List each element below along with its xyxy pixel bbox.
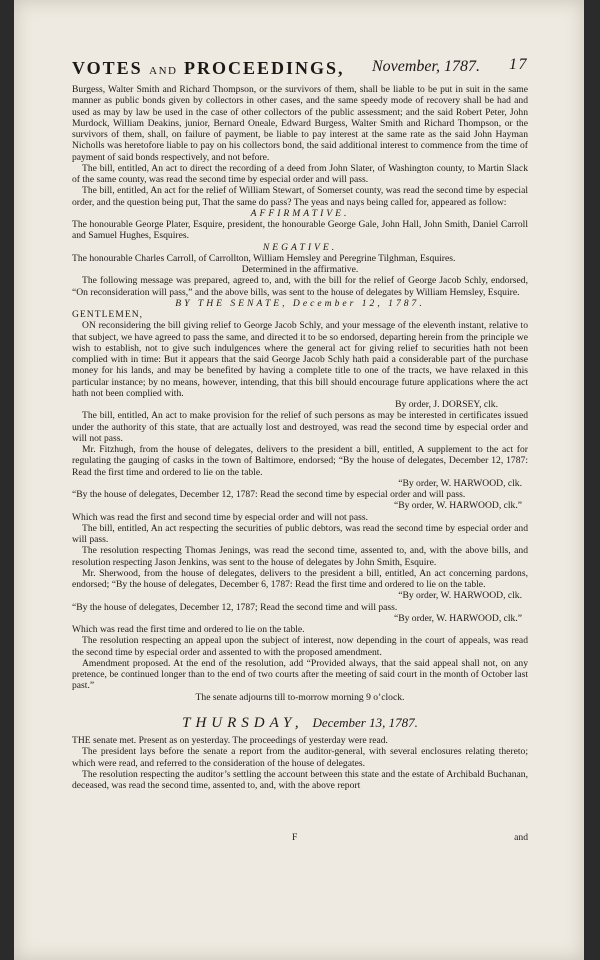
paragraph: “By the house of delegates, December 12, 1787: Read the second time by especial order and will pass. — [72, 489, 466, 500]
title-word-proceedings: PROCEEDINGS, — [184, 58, 345, 78]
day-heading — [72, 714, 528, 731]
message-heading: BY THE SENATE, December 12, 1787. — [175, 297, 425, 309]
running-title — [72, 58, 345, 79]
page-number: 17 — [509, 56, 528, 73]
paragraph: ON reconsidering the bill giving relief to George Jacob Schly, and your message of the eleventh instant, relative to that subject, we have agreed to pass the same, and directed it to be so endorsed, departing herein from the principle we wish to establish, not to give such indulgences where the general act for giving relief to securities hath not been complied with in time: But it appears that the said George Jacob Schly hath paid a considerable part of the purchase money for his lands, and may be benefited by having a complete title to one of the tracts, we have relaxed in this particular instance; by no means, however, intending, that this bill should encourage future applications where the act hath not been complied with. — [72, 320, 528, 399]
paragraph: The following message was prepared, agreed to, and, with the bill for the relief of George Jacob Schly, endorsed, “On reconsideration will pass,” and the above bills, was sent to the house of delegates by William Hemsley, Esquire. — [72, 275, 528, 298]
paragraph: Mr. Sherwood, from the house of delegates, delivers to the president a bill, entitled, An act concerning pardons, endorsed; “By the house of delegates, December 6, 1787: Read the first time and ordered to lie on the table. — [72, 567, 528, 590]
paragraph: THE senate met. Present as on yesterday. The proceedings of yesterday were read. — [72, 735, 388, 746]
paragraph: The bill, entitled, An act respecting the securities of public debtors, was read the second time by especial order and will pass. — [72, 522, 528, 545]
vote-determination: Determined in the affirmative. — [241, 264, 359, 275]
paragraph: The bill, entitled, An act to direct the recording of a deed from John Slater, of Washington county, to Martin Slack of the same county, was read the second time by especial order and will pass. — [72, 162, 528, 185]
signature-line: By order, J. DORSEY, clk. — [395, 399, 498, 410]
paragraph: The president lays before the senate a report from the auditor-general, with several enclosures relating thereto; which were read, and referred to the consideration of the house of delegates. — [72, 746, 528, 769]
paragraph: The bill, entitled, An act for the relief of William Stewart, of Somerset county, was read the second time by especial order, and the question being put, That the same do pass? The yeas and nays being called for, appeared as follow: — [72, 185, 528, 208]
affirmative-list: The honourable George Plater, Esquire, president, the honourable George Gale, John Hall, John Smith, Daniel Carroll and Samuel Hughes, Esquires. — [72, 219, 528, 242]
signature-line: “By order, W. HARWOOD, clk. — [398, 477, 522, 489]
day-heading-date: December 13, 1787. — [312, 714, 418, 730]
adjournment: The senate adjourns till to-morrow morning 9 o’clock. — [195, 691, 405, 703]
paragraph: Amendment proposed. At the end of the resolution, add “Provided always, that the said appeal shall not, on any pretence, be continued longer than to the end of two courts after the meeting of said court in the month of October last past.” — [72, 657, 528, 692]
paragraph: Which was read the first and second time by especial order and will not pass. — [72, 511, 368, 523]
negative-list: The honourable Charles Carroll, of Carrollton, William Hemsley and Peregrine Tilghman, Esquires. — [72, 252, 456, 264]
paragraph: Burgess, Walter Smith and Richard Thompson, or the survivors of them, shall be liable to be put in suit in the same manner as public bonds given by collectors in other cases, and the same speedy mode of recovery shall be had and used as may by law be used in the case of other collectors of the public assessment; and the said Robert Peter, John Murdock, William Deakins, junior, Bernard Oneale, Edward Burgess, Walter Smith and Richard Thompson, or the survivors of them, shall, on failure of payment, be liable to pay interest at the same rate as the said John Hayman Nicholls was heretofore liable to pay on his collectors bond, the said additional interest to commence from the time of payment of said bonds respectively, and not before. — [72, 84, 528, 163]
signature-mark: F — [292, 832, 298, 843]
paragraph: Mr. Fitzhugh, from the house of delegates, delivers to the president a bill, entitled, A supplement to the act for regulating the gauging of casks in the town of Baltimore, endorsed; “By the house of delegates, December 12, 1787: Read the first time and ordered to lie on the table. — [72, 444, 528, 478]
title-word-votes: VOTES — [72, 58, 143, 78]
paragraph: The resolution respecting Thomas Jenings, was read the second time, assented to, and, with the above bills, and resolution respecting Jason Jenkins, was sent to the house of delegates by John Smith, Esquire. — [72, 545, 528, 568]
title-word-and: AND — [149, 65, 178, 77]
catchword: and — [514, 832, 528, 843]
page-body — [72, 84, 528, 791]
paragraph: The bill, entitled, An act to make provision for the relief of such persons as may be interested in certificates issued under the authority of this state, that are actually lost and destroyed, was read the second time by especial order and will not pass. — [72, 410, 528, 444]
signature-line: “By order, W. HARWOOD, clk. — [398, 590, 522, 602]
page-header — [72, 56, 528, 80]
salutation: GENTLEMEN, — [72, 309, 144, 320]
signature-line: “By order, W. HARWOOD, clk.” — [393, 500, 522, 512]
paragraph: The resolution respecting the auditor’s settling the account between this state and the estate of Archibald Buchanan, deceased, was read the second time, assented to, and, with the above report — [72, 768, 528, 791]
paragraph: The resolution respecting an appeal upon the subject of interest, now depending in the court of appeals, was read the second time by especial order and assented to with the proposed amendment. — [72, 635, 528, 658]
document-page — [14, 0, 584, 960]
signature-line: “By order, W. HARWOOD, clk.” — [393, 612, 522, 624]
vote-heading-affirmative: AFFIRMATIVE. — [250, 207, 350, 219]
day-heading-word: THURSDAY, — [182, 714, 304, 731]
paragraph: “By the house of delegates, December 12, 1787; Read the second time and will pass. — [72, 601, 398, 613]
header-date: November, 1787. — [372, 58, 480, 75]
paragraph: Which was read the first time and ordered to lie on the table. — [72, 624, 305, 635]
vote-heading-negative: NEGATIVE. — [262, 241, 338, 253]
